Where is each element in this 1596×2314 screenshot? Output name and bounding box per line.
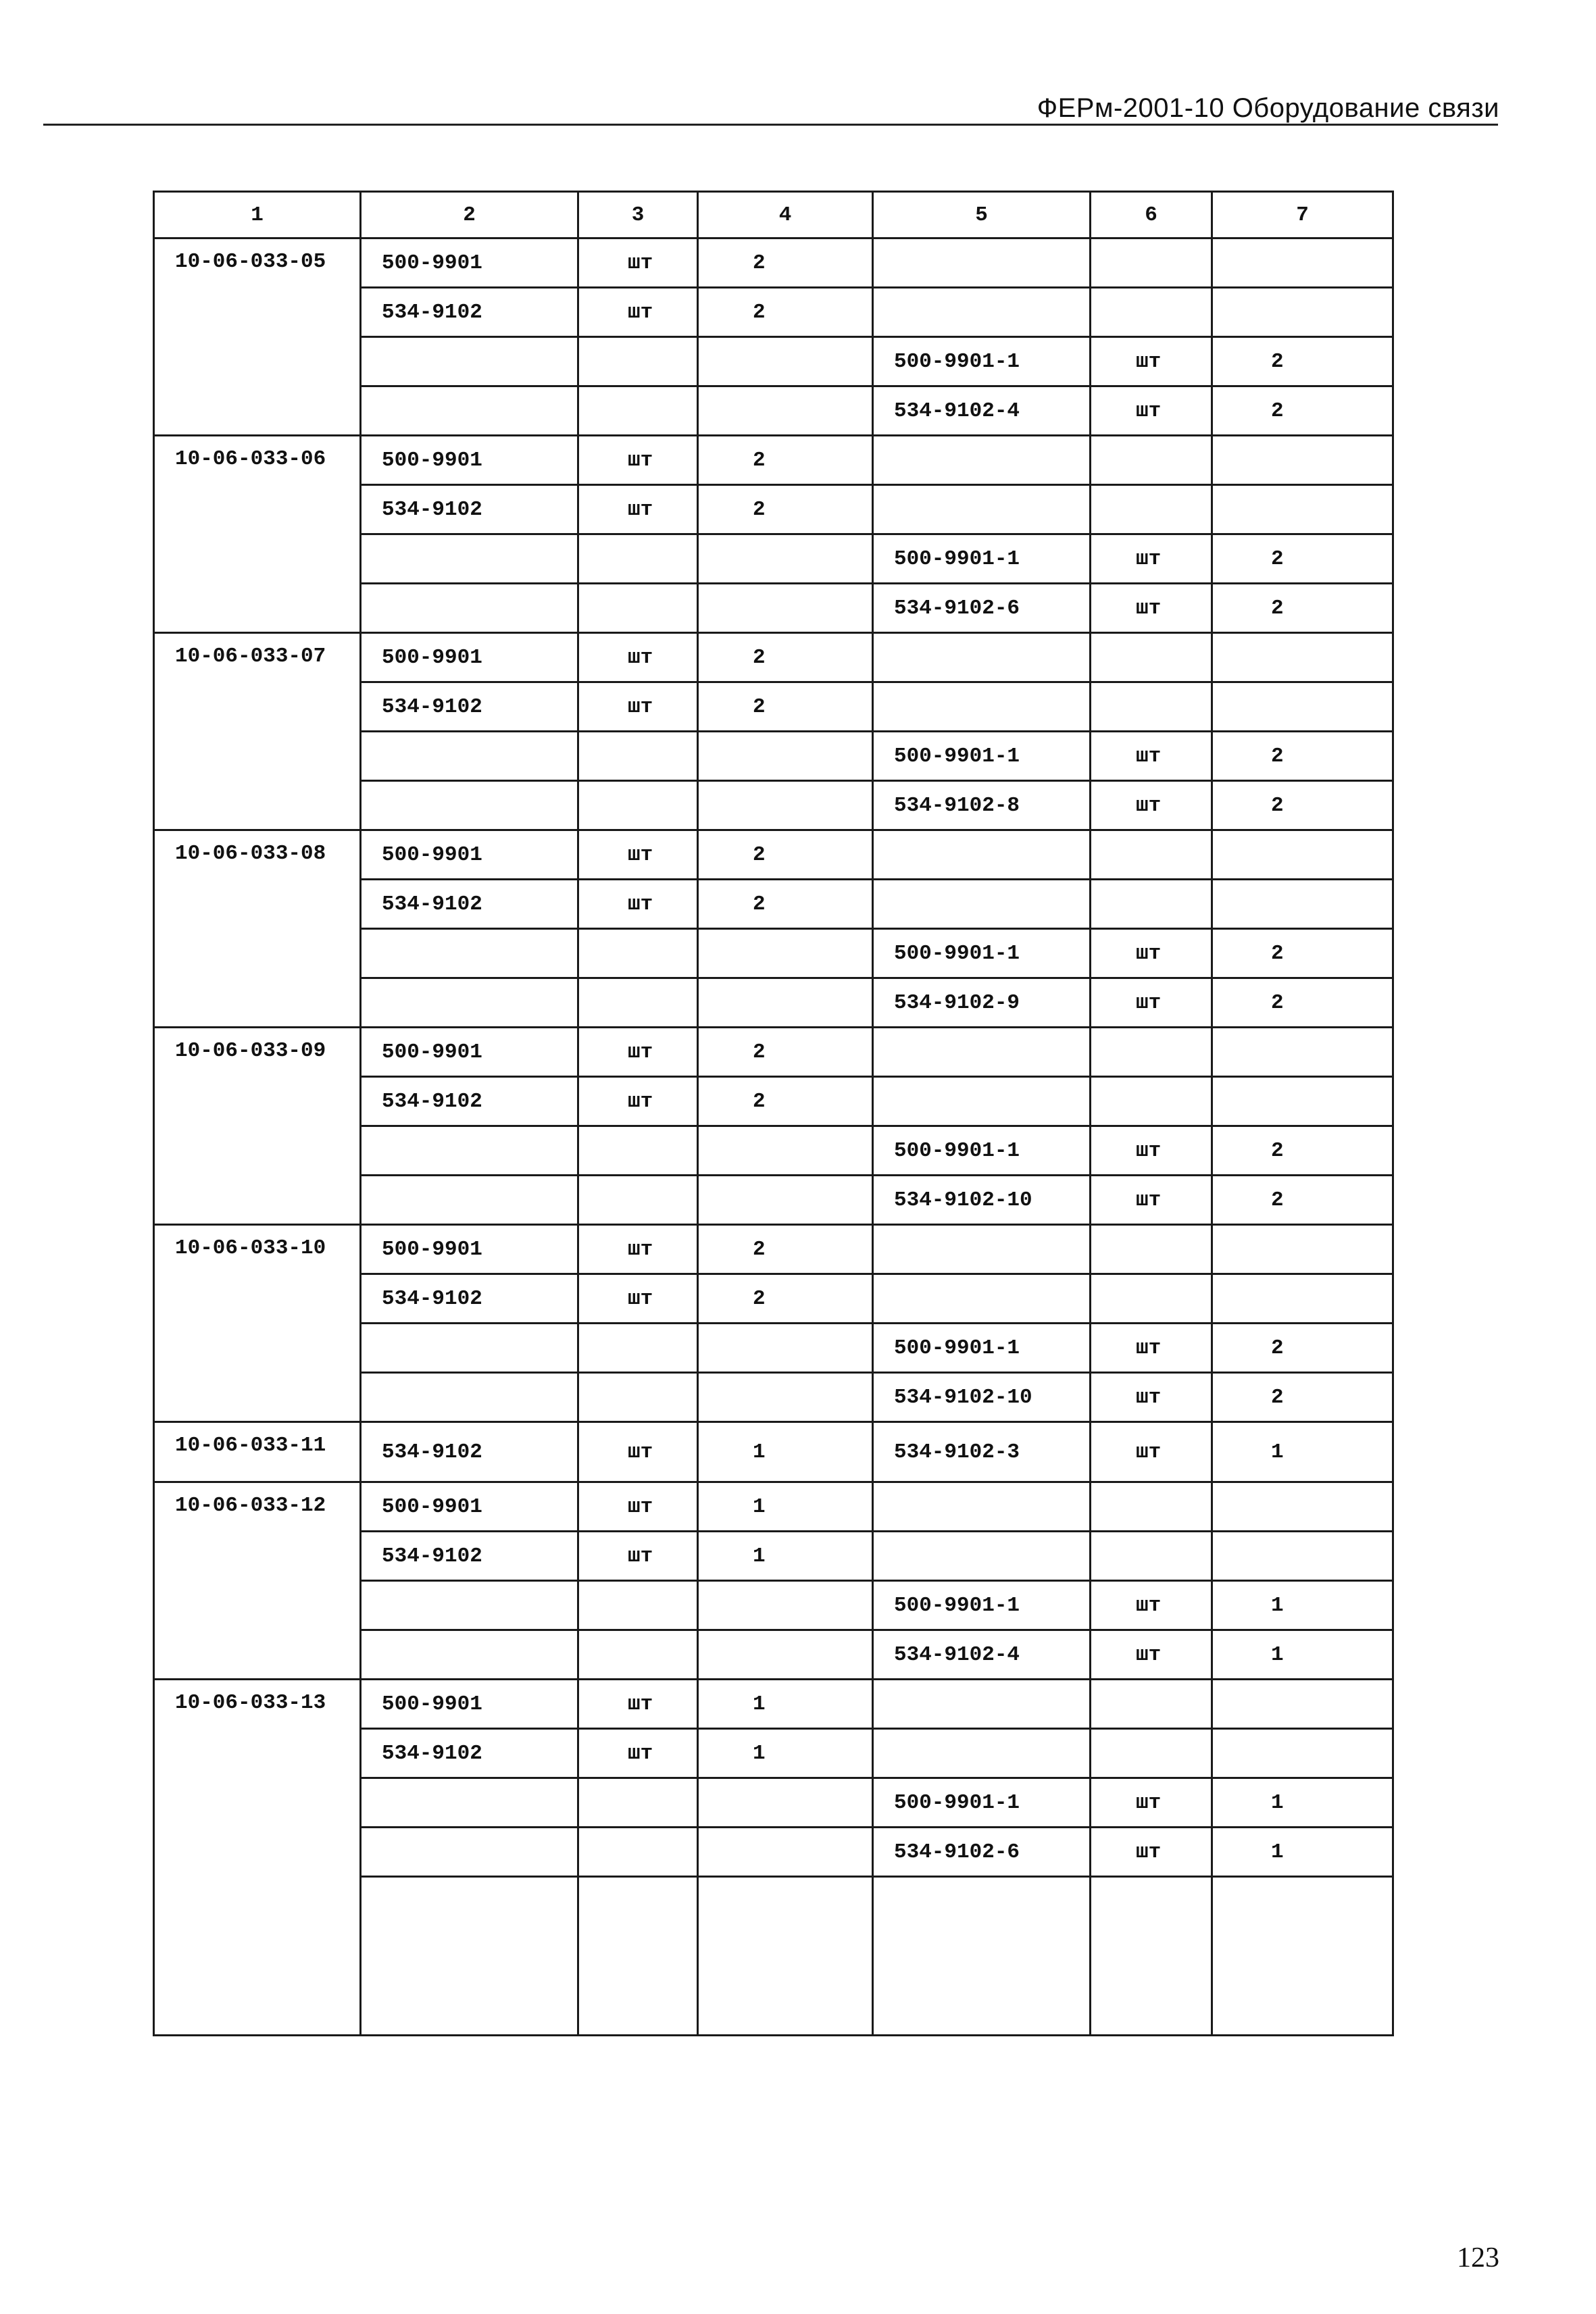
- table-cell: [578, 534, 698, 584]
- table-cell: шт: [1091, 929, 1212, 978]
- table-cell: 500-9901: [361, 238, 578, 288]
- table-cell: 2: [1212, 1176, 1393, 1225]
- table-cell: шт: [1091, 1324, 1212, 1373]
- table-cell: 1: [1212, 1778, 1393, 1828]
- table-cell: [1091, 485, 1212, 534]
- table-cell: шт: [1091, 1176, 1212, 1225]
- table-cell: [873, 633, 1091, 682]
- table-cell: 534-9102: [361, 682, 578, 732]
- empty-cell: [361, 1877, 578, 2036]
- table-cell: 534-9102: [361, 1729, 578, 1778]
- table-cell: [1091, 1225, 1212, 1274]
- table-cell: шт: [1091, 1778, 1212, 1828]
- table-cell: 2: [698, 1274, 873, 1324]
- table-cell: 1: [698, 1680, 873, 1729]
- table-cell: 534-9102-6: [873, 584, 1091, 633]
- table-cell: 500-9901-1: [873, 534, 1091, 584]
- table-cell: [1091, 880, 1212, 929]
- table-cell: [578, 337, 698, 386]
- table-cell: [361, 781, 578, 830]
- table-cell: [873, 238, 1091, 288]
- table-cell: [361, 1176, 578, 1225]
- table-cell: 500-9901-1: [873, 337, 1091, 386]
- table-cell: [1091, 633, 1212, 682]
- table-cell: [873, 1729, 1091, 1778]
- table-cell: [1091, 1532, 1212, 1581]
- table-cell: [698, 1324, 873, 1373]
- table-cell: 534-9102: [361, 288, 578, 337]
- table-cell: 2: [698, 288, 873, 337]
- table-cell: [361, 732, 578, 781]
- table-cell: шт: [1091, 1630, 1212, 1680]
- table-cell: 2: [698, 238, 873, 288]
- table-cell: шт: [578, 880, 698, 929]
- table-cell: [578, 584, 698, 633]
- table-cell: [578, 386, 698, 436]
- column-header: 7: [1212, 192, 1393, 238]
- table-cell: [1212, 485, 1393, 534]
- table-cell: шт: [578, 1482, 698, 1532]
- table-cell: [578, 1373, 698, 1422]
- table-cell: 1: [698, 1532, 873, 1581]
- column-header: 6: [1091, 192, 1212, 238]
- table-cell: 534-9102-4: [873, 1630, 1091, 1680]
- table-cell: шт: [578, 830, 698, 880]
- table-cell: [1212, 1028, 1393, 1077]
- table-cell: 2: [1212, 929, 1393, 978]
- table-cell: 534-9102-4: [873, 386, 1091, 436]
- column-header: 5: [873, 192, 1091, 238]
- table-cell: [698, 386, 873, 436]
- table-row: [154, 830, 1393, 880]
- table-cell: 500-9901: [361, 1482, 578, 1532]
- table-cell: шт: [578, 1028, 698, 1077]
- table-cell: [873, 1482, 1091, 1532]
- table-cell: [1212, 238, 1393, 288]
- table-cell: [1212, 1680, 1393, 1729]
- table-cell: шт: [578, 1729, 698, 1778]
- table-cell: [578, 732, 698, 781]
- table-cell: [1091, 1680, 1212, 1729]
- table-cell: [578, 1828, 698, 1877]
- table-cell: 500-9901: [361, 830, 578, 880]
- rate-code-cell: 10-06-033-05: [154, 238, 361, 436]
- empty-cell: [1091, 1877, 1212, 2036]
- table-cell: [698, 929, 873, 978]
- table-cell: 2: [1212, 1126, 1393, 1176]
- table-cell: 2: [698, 1225, 873, 1274]
- rate-code-cell: 10-06-033-06: [154, 436, 361, 633]
- table-cell: 2: [1212, 386, 1393, 436]
- table-cell: [698, 337, 873, 386]
- table-header: [154, 192, 1393, 238]
- table-cell: [578, 1581, 698, 1630]
- table-cell: [873, 1274, 1091, 1324]
- table-cell: [361, 1581, 578, 1630]
- table-cell: шт: [578, 1422, 698, 1482]
- table-cell: [873, 436, 1091, 485]
- table-cell: 1: [698, 1482, 873, 1532]
- table-cell: шт: [578, 1274, 698, 1324]
- table-cell: [1212, 1729, 1393, 1778]
- table-cell: [698, 1778, 873, 1828]
- table-cell: шт: [578, 238, 698, 288]
- table-cell: 534-9102-8: [873, 781, 1091, 830]
- table-cell: [578, 1778, 698, 1828]
- table-cell: шт: [578, 1532, 698, 1581]
- rate-code-cell: 10-06-033-08: [154, 830, 361, 1028]
- table-cell: 2: [698, 682, 873, 732]
- table-cell: шт: [578, 288, 698, 337]
- table-cell: 1: [1212, 1422, 1393, 1482]
- table-cell: 2: [1212, 978, 1393, 1028]
- empty-cell: [578, 1877, 698, 2036]
- table-cell: 2: [1212, 781, 1393, 830]
- table-cell: [1212, 288, 1393, 337]
- table-cell: [578, 781, 698, 830]
- table-cell: [361, 1630, 578, 1680]
- table-cell: 2: [698, 1077, 873, 1126]
- table-cell: шт: [578, 485, 698, 534]
- table-cell: [1091, 436, 1212, 485]
- table-cell: [578, 1176, 698, 1225]
- table-cell: [1091, 830, 1212, 880]
- empty-cell: [698, 1877, 873, 2036]
- table-row: [154, 1028, 1393, 1077]
- table-cell: 2: [698, 633, 873, 682]
- rate-code-cell: 10-06-033-11: [154, 1422, 361, 1482]
- table-cell: 500-9901: [361, 1028, 578, 1077]
- table-cell: [361, 584, 578, 633]
- table-header-row: [154, 192, 1393, 238]
- table-row: [154, 1680, 1393, 1729]
- table-cell: [1212, 682, 1393, 732]
- rate-code-cell: 10-06-033-09: [154, 1028, 361, 1225]
- table-cell: [873, 1225, 1091, 1274]
- table-cell: [698, 1828, 873, 1877]
- rate-code-cell: 10-06-033-07: [154, 633, 361, 830]
- table-cell: 2: [698, 485, 873, 534]
- table-cell: [361, 1373, 578, 1422]
- table-cell: 534-9102: [361, 1274, 578, 1324]
- table-cell: шт: [1091, 584, 1212, 633]
- table-cell: [873, 830, 1091, 880]
- table-row: [154, 1482, 1393, 1532]
- table-cell: [578, 1126, 698, 1176]
- table-cell: [873, 1028, 1091, 1077]
- table-cell: [361, 1126, 578, 1176]
- table-cell: шт: [578, 633, 698, 682]
- table-cell: 500-9901: [361, 1225, 578, 1274]
- header-rule: [43, 124, 1498, 126]
- table-cell: [873, 288, 1091, 337]
- table-cell: шт: [1091, 1581, 1212, 1630]
- rate-code-cell: 10-06-033-13: [154, 1680, 361, 2036]
- column-header: 2: [361, 192, 578, 238]
- table-cell: [1091, 1482, 1212, 1532]
- table-cell: 534-9102: [361, 1077, 578, 1126]
- table-cell: 2: [698, 436, 873, 485]
- table-cell: [361, 386, 578, 436]
- table-cell: 500-9901-1: [873, 1126, 1091, 1176]
- column-header: 1: [154, 192, 361, 238]
- table-cell: [1212, 880, 1393, 929]
- table-cell: [361, 1778, 578, 1828]
- table-cell: шт: [578, 682, 698, 732]
- table-cell: 534-9102: [361, 485, 578, 534]
- table-cell: [698, 1176, 873, 1225]
- table-cell: [578, 978, 698, 1028]
- table-cell: [1091, 1729, 1212, 1778]
- table-cell: [1212, 1482, 1393, 1532]
- table-cell: [698, 978, 873, 1028]
- table-cell: 1: [698, 1422, 873, 1482]
- table-cell: [361, 929, 578, 978]
- table-cell: 534-9102-10: [873, 1373, 1091, 1422]
- table-cell: шт: [1091, 1373, 1212, 1422]
- table-cell: [1091, 682, 1212, 732]
- empty-cell: [1212, 1877, 1393, 2036]
- table-cell: 534-9102-6: [873, 1828, 1091, 1877]
- rate-code-cell: 10-06-033-12: [154, 1482, 361, 1680]
- table-cell: шт: [578, 1225, 698, 1274]
- table-cell: [1091, 1077, 1212, 1126]
- table-cell: [578, 929, 698, 978]
- page-number: 123: [1457, 2242, 1499, 2273]
- table-cell: [873, 682, 1091, 732]
- table-cell: [1212, 1225, 1393, 1274]
- table-cell: [1091, 1274, 1212, 1324]
- column-header: 3: [578, 192, 698, 238]
- table-cell: [1212, 633, 1393, 682]
- table-cell: 2: [698, 880, 873, 929]
- table-cell: 2: [1212, 534, 1393, 584]
- resource-table: [153, 191, 1394, 2036]
- table-cell: шт: [1091, 978, 1212, 1028]
- table-cell: [1212, 436, 1393, 485]
- table-cell: [578, 1630, 698, 1680]
- table-cell: 2: [698, 830, 873, 880]
- table-cell: 500-9901-1: [873, 1581, 1091, 1630]
- table-cell: [873, 1077, 1091, 1126]
- table-cell: 1: [698, 1729, 873, 1778]
- table-cell: 2: [1212, 1373, 1393, 1422]
- table-cell: 500-9901-1: [873, 1324, 1091, 1373]
- table-cell: [873, 880, 1091, 929]
- table-cell: [361, 1828, 578, 1877]
- table-cell: 534-9102-3: [873, 1422, 1091, 1482]
- table-cell: 500-9901-1: [873, 1778, 1091, 1828]
- table-cell: [578, 1324, 698, 1373]
- table-cell: шт: [1091, 337, 1212, 386]
- table-cell: [1091, 238, 1212, 288]
- table-cell: шт: [578, 436, 698, 485]
- table-cell: 1: [1212, 1581, 1393, 1630]
- table-cell: [361, 534, 578, 584]
- table-cell: 500-9901: [361, 1680, 578, 1729]
- table-row: [154, 1225, 1393, 1274]
- table-row: [154, 633, 1393, 682]
- table-cell: [698, 732, 873, 781]
- table-cell: шт: [1091, 732, 1212, 781]
- table-cell: 2: [1212, 732, 1393, 781]
- table-cell: [361, 978, 578, 1028]
- table-cell: [361, 337, 578, 386]
- table-cell: [361, 1324, 578, 1373]
- rate-code-cell: 10-06-033-10: [154, 1225, 361, 1422]
- table-cell: шт: [578, 1680, 698, 1729]
- table-cell: [1091, 1028, 1212, 1077]
- table-row: [154, 436, 1393, 485]
- table-body: [154, 238, 1393, 2036]
- table-cell: шт: [1091, 386, 1212, 436]
- table-cell: [698, 1126, 873, 1176]
- table-cell: [1212, 1077, 1393, 1126]
- table-cell: 534-9102: [361, 1532, 578, 1581]
- table-row: [154, 238, 1393, 288]
- column-header: 4: [698, 192, 873, 238]
- table-cell: шт: [1091, 1828, 1212, 1877]
- table-cell: шт: [1091, 781, 1212, 830]
- table-cell: 500-9901: [361, 436, 578, 485]
- table-cell: 2: [1212, 1324, 1393, 1373]
- table-cell: 534-9102: [361, 1422, 578, 1482]
- table-cell: шт: [1091, 1126, 1212, 1176]
- table-cell: 534-9102: [361, 880, 578, 929]
- table-cell: [873, 485, 1091, 534]
- table-cell: 534-9102-9: [873, 978, 1091, 1028]
- page-header-title: ФЕРм-2001-10 Оборудование связи: [1037, 93, 1499, 123]
- table-cell: шт: [1091, 1422, 1212, 1482]
- table-cell: [698, 1581, 873, 1630]
- table-cell: 500-9901: [361, 633, 578, 682]
- table-cell: шт: [1091, 534, 1212, 584]
- table-cell: 500-9901-1: [873, 732, 1091, 781]
- table-cell: 2: [698, 1028, 873, 1077]
- table-cell: [873, 1680, 1091, 1729]
- table-cell: [698, 584, 873, 633]
- table-cell: 2: [1212, 584, 1393, 633]
- table-cell: 500-9901-1: [873, 929, 1091, 978]
- table-cell: 1: [1212, 1828, 1393, 1877]
- table-cell: [1212, 1532, 1393, 1581]
- table-cell: 2: [1212, 337, 1393, 386]
- table-cell: 1: [1212, 1630, 1393, 1680]
- empty-cell: [873, 1877, 1091, 2036]
- table-cell: [1091, 288, 1212, 337]
- table-cell: [698, 1630, 873, 1680]
- table-cell: [1212, 830, 1393, 880]
- table-cell: шт: [578, 1077, 698, 1126]
- table-cell: [698, 781, 873, 830]
- table-cell: [873, 1532, 1091, 1581]
- table-cell: [698, 534, 873, 584]
- table-row: [154, 1422, 1393, 1482]
- table-cell: 534-9102-10: [873, 1176, 1091, 1225]
- table-cell: [698, 1373, 873, 1422]
- table-cell: [1212, 1274, 1393, 1324]
